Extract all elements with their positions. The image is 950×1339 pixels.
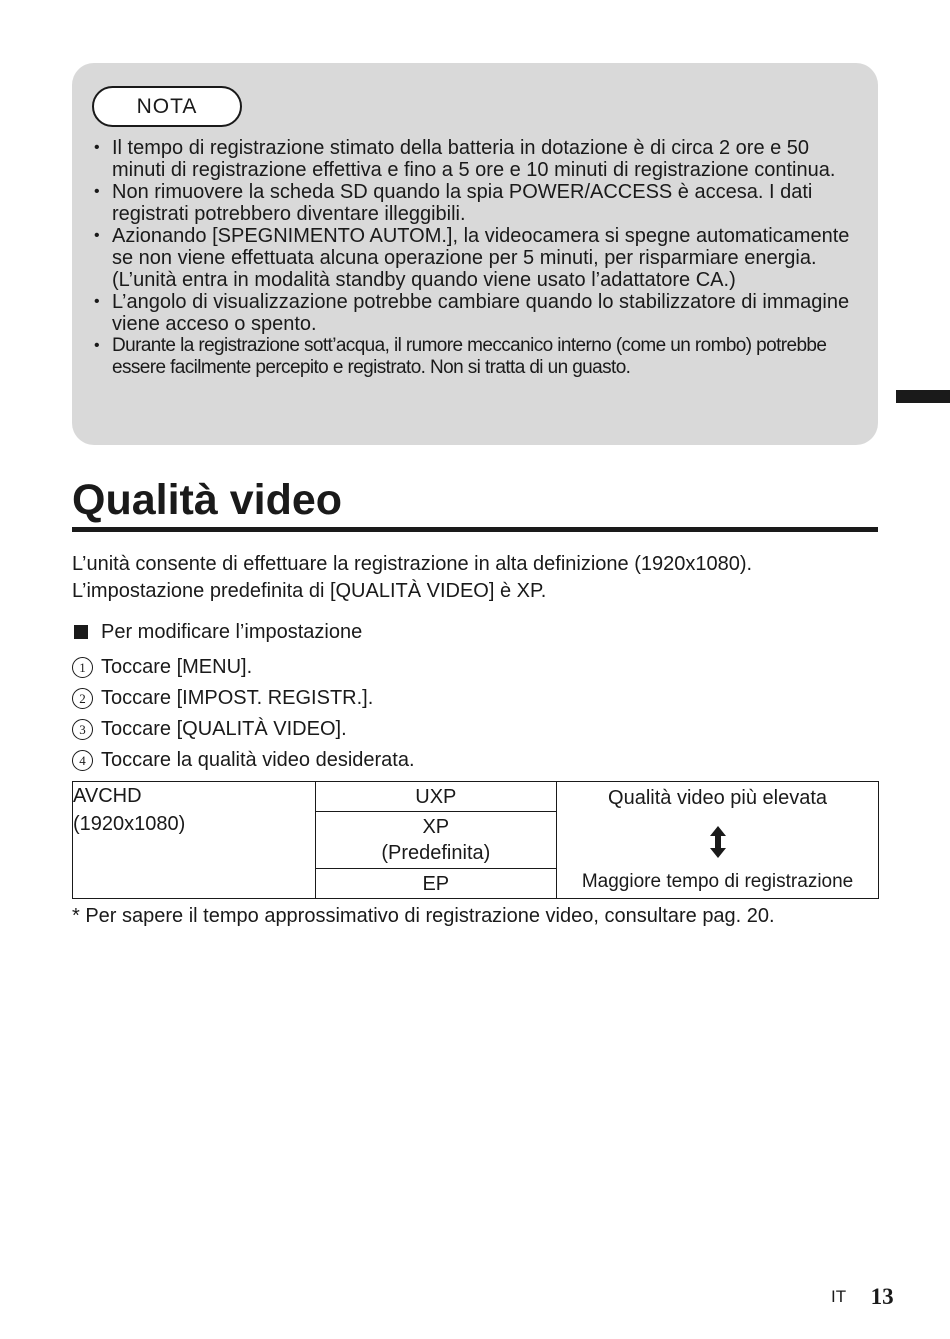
format-name: AVCHD [73,785,142,807]
subheading-text: Per modificare l’impostazione [101,621,363,643]
step-item [72,745,415,776]
note-label: NOTA [92,86,242,127]
note-item: • L’angolo di visualizzazione potrebbe cambiare quando lo stabilizzatore di immagine viene acceso o spento. [94,291,864,335]
range-top-label: Qualità video più elevata [608,787,828,809]
page-title: Qualità video [72,476,343,524]
quality-range-cell [557,782,879,899]
language-code: IT [831,1287,847,1306]
mode-cell-ep: EP [315,869,557,899]
step-item [72,714,415,745]
page-number: 13 [870,1284,894,1309]
page-footer [831,1284,894,1310]
step-text: Toccare [QUALITÀ VIDEO]. [101,718,347,740]
step-text: Toccare la qualità video desiderata. [101,749,415,771]
note-item: • Non rimuovere la scheda SD quando la spia POWER/ACCESS è accesa. I dati registrati potrebbero diventare illeggibili. [94,181,864,225]
square-bullet-icon [74,625,88,639]
steps-list [72,652,415,776]
video-quality-table [72,781,879,899]
up-down-arrow-icon [557,826,878,864]
side-tab-marker [896,390,950,403]
note-item: • Azionando [SPEGNIMENTO AUTOM.], la videocamera si spegne automaticamente se non viene effettuata alcuna operazione per 5 minuti, per risparmiare energia. (L’unità entra in modalità standby quando viene usato l’adattatore CA.) [94,225,864,291]
mode-xp-label: XP [422,816,450,838]
step-number-icon: 1 [72,657,93,678]
note-box [72,63,878,445]
step-text: Toccare [MENU]. [101,656,253,678]
range-bottom-label: Maggiore tempo di registrazione [581,871,854,892]
intro-line: L’impostazione predefinita di [QUALITÀ VIDEO] è XP. [72,580,547,602]
table-row [73,782,879,812]
step-item [72,683,415,714]
intro-text [72,551,752,605]
note-list [94,137,864,379]
title-rule [72,527,878,532]
step-number-icon: 4 [72,750,93,771]
step-number-icon: 2 [72,688,93,709]
step-item [72,652,415,683]
note-item: • Durante la registrazione sott’acqua, il rumore meccanico interno (come un rombo) potrebbe essere facilmente percepito e registrato. Non si tratta di un guasto. [94,335,864,379]
format-cell [73,782,316,899]
intro-line: L’unità consente di effettuare la registrazione in alta definizione (1920x1080). [72,553,753,575]
mode-cell-uxp: UXP [315,782,557,812]
subheading [74,619,362,645]
note-item: • Il tempo di registrazione stimato della batteria in dotazione è di circa 2 ore e 50 minuti di registrazione effettiva e fino a 5 ore e 10 minuti di registrazione continua. [94,137,864,181]
format-resolution: (1920x1080) [73,813,186,835]
step-text: Toccare [IMPOST. REGISTR.]. [101,687,374,709]
step-number-icon: 3 [72,719,93,740]
mode-cell-xp [315,812,557,869]
mode-xp-note: (Predefinita) [381,842,491,864]
footnote: * Per sapere il tempo approssimativo di registrazione video, consultare pag. 20. [72,905,775,927]
